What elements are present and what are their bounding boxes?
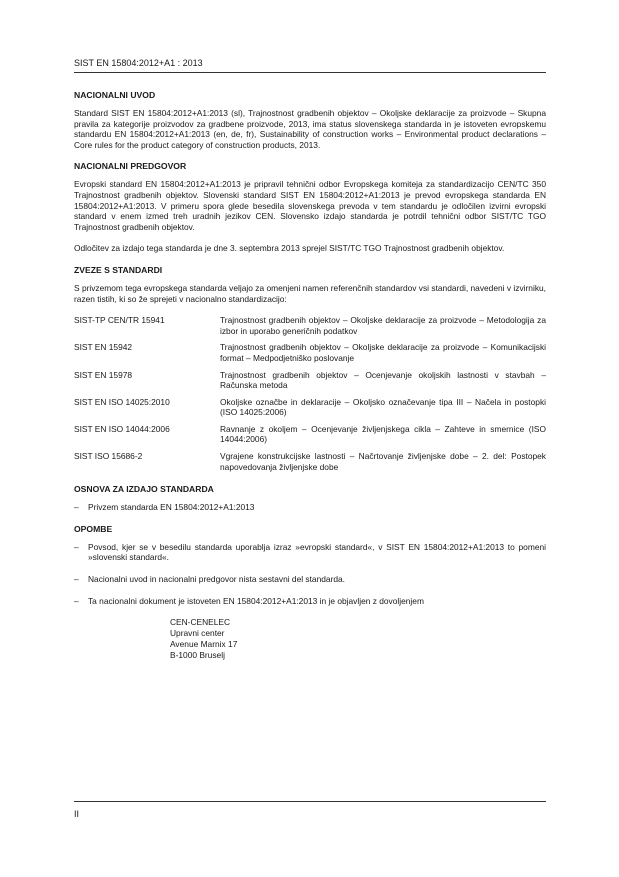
- paragraph: S privzemom tega evropskega standarda veljajo za omenjeni namen referenčnih standardov vsi standardi, navedeni v izvirniku, razen tistih, ki so že sprejeti v nacionalno standardizacijo:: [74, 282, 546, 304]
- address-line: B-1000 Bruselj: [170, 650, 225, 661]
- list-item: [74, 596, 546, 607]
- ref-desc: Trajnostnost gradbenih objektov – Okoljske deklaracije za proizvode – Metodologija za izbor in uporabo generičnih podatkov: [220, 315, 546, 336]
- reference-table: [74, 315, 546, 478]
- paragraph: Evropski standard EN 15804:2012+A1:2013 je pripravil tehnični odbor Evropskega komiteja za standardizacijo CEN/TC 350 Trajnostnost gradbenih objektov. Slovenski standard SIST EN 15804:2012+A1:2013 je prevod evropskega standarda EN 15804:2012+A1:2013. V primeru spora glede besedila slovenskega prevoda v tem standardu je odločilen izvirni evropski standard v enem izmed treh uradnih jezikov CEN. Slovensko izdajo standarda je potrdil tehnični odbor SIST/TC TGO Trajnostnost gradbenih objektov.: [74, 179, 546, 232]
- ref-desc: Ravnanje z okoljem – Ocenjevanje življenjskega cikla – Zahteve in smernice (ISO 14044:2006): [220, 423, 546, 445]
- address-line: Avenue Marnix 17: [170, 639, 238, 650]
- ref-desc: Trajnostnost gradbenih objektov – Ocenjevanje okoljskih lastnosti v stavbah – Računska metoda: [220, 369, 546, 391]
- section-nacionalni-predgovor: [74, 161, 546, 254]
- list-item-text: Ta nacionalni dokument je istoveten EN 15804:2012+A1:2013 in je objavljen z dovoljenjem: [88, 595, 424, 606]
- document-body: [74, 90, 546, 661]
- table-row: [74, 370, 546, 397]
- list-item-text: Povsod, kjer se v besedilu standarda uporablja izraz »evropski standard«, v SIST EN 15804:2012+A1:2013 to pomeni »slovenski standard«.: [88, 541, 546, 563]
- footer-rule: [74, 801, 546, 802]
- list-item: [74, 574, 546, 585]
- section-nacionalni-uvod: [74, 90, 546, 150]
- bullet-dash: –: [74, 574, 79, 585]
- ref-code: SIST-TP CEN/TR 15941: [74, 315, 165, 326]
- list-item-text: Nacionalni uvod in nacionalni predgovor nista sestavni del standarda.: [88, 574, 345, 585]
- address-block: [170, 617, 546, 661]
- list-item-text: Privzem standarda EN 15804:2012+A1:2013: [88, 502, 255, 513]
- section-title: OSNOVA ZA IZDAJO STANDARDA: [74, 484, 214, 495]
- ref-code: SIST EN 15942: [74, 342, 133, 353]
- section-opombe: [74, 524, 546, 606]
- address-line: Upravni center: [170, 628, 225, 639]
- ref-code: SIST EN ISO 14044:2006: [74, 423, 170, 434]
- paragraph: Odločitev za izdajo tega standarda je dne 3. septembra 2013 sprejel SIST/TC TGO Trajnostnost gradbenih objektov.: [74, 243, 505, 254]
- ref-code: SIST EN 15978: [74, 369, 133, 380]
- ref-desc: Trajnostnost gradbenih objektov – Okoljske deklaracije za proizvode – Komunikacijski format – Medpodjetniško poslovanje: [220, 342, 546, 363]
- ref-desc: Okoljske označbe in deklaracije – Okoljsko označevanje tipa III – Načela in postopki (ISO 14025:2006): [220, 396, 546, 418]
- ref-desc: Vgrajene konstrukcijske lastnosti – Načrtovanje življenjske dobe – 2. del: Postopek napovedovanja življenjske dobe: [220, 451, 546, 472]
- list-item: [74, 502, 546, 513]
- section-title: ZVEZE S STANDARDI: [74, 264, 163, 275]
- list-item: [74, 542, 546, 563]
- header-rule: [74, 72, 546, 73]
- table-row: [74, 424, 546, 451]
- paragraph: Standard SIST EN 15804:2012+A1:2013 (sl), Trajnostnost gradbenih objektov – Okoljske deklaracije za proizvode – Skupna pravila za kategorije proizvodov za gradbene proizvode, 2013, ima status slovenskega standarda in je istoveten evropskemu standardu EN 15804:2012+A1:2013 (en, de, fr), Sustainability of construction works – Environmental product declarations – Core rules for the product category of construction products, 2013.: [74, 108, 546, 150]
- address-line: CEN-CENELEC: [170, 617, 231, 628]
- section-zveze-s-standardi: [74, 265, 546, 478]
- section-title: OPOMBE: [74, 523, 113, 534]
- section-title: NACIONALNI UVOD: [74, 90, 156, 100]
- section-osnova: [74, 484, 546, 513]
- page-number: II: [74, 809, 80, 819]
- header-doc-id: SIST EN 15804:2012+A1 : 2013: [74, 58, 203, 68]
- bullet-dash: –: [74, 541, 79, 552]
- ref-code: SIST EN ISO 14025:2010: [74, 396, 170, 407]
- table-row: [74, 397, 546, 424]
- bullet-dash: –: [74, 595, 79, 606]
- table-row: [74, 342, 546, 369]
- ref-code: SIST ISO 15686-2: [74, 451, 143, 462]
- table-row: [74, 315, 546, 342]
- section-title: NACIONALNI PREDGOVOR: [74, 161, 187, 172]
- bullet-dash: –: [74, 502, 79, 513]
- table-row: [74, 451, 546, 478]
